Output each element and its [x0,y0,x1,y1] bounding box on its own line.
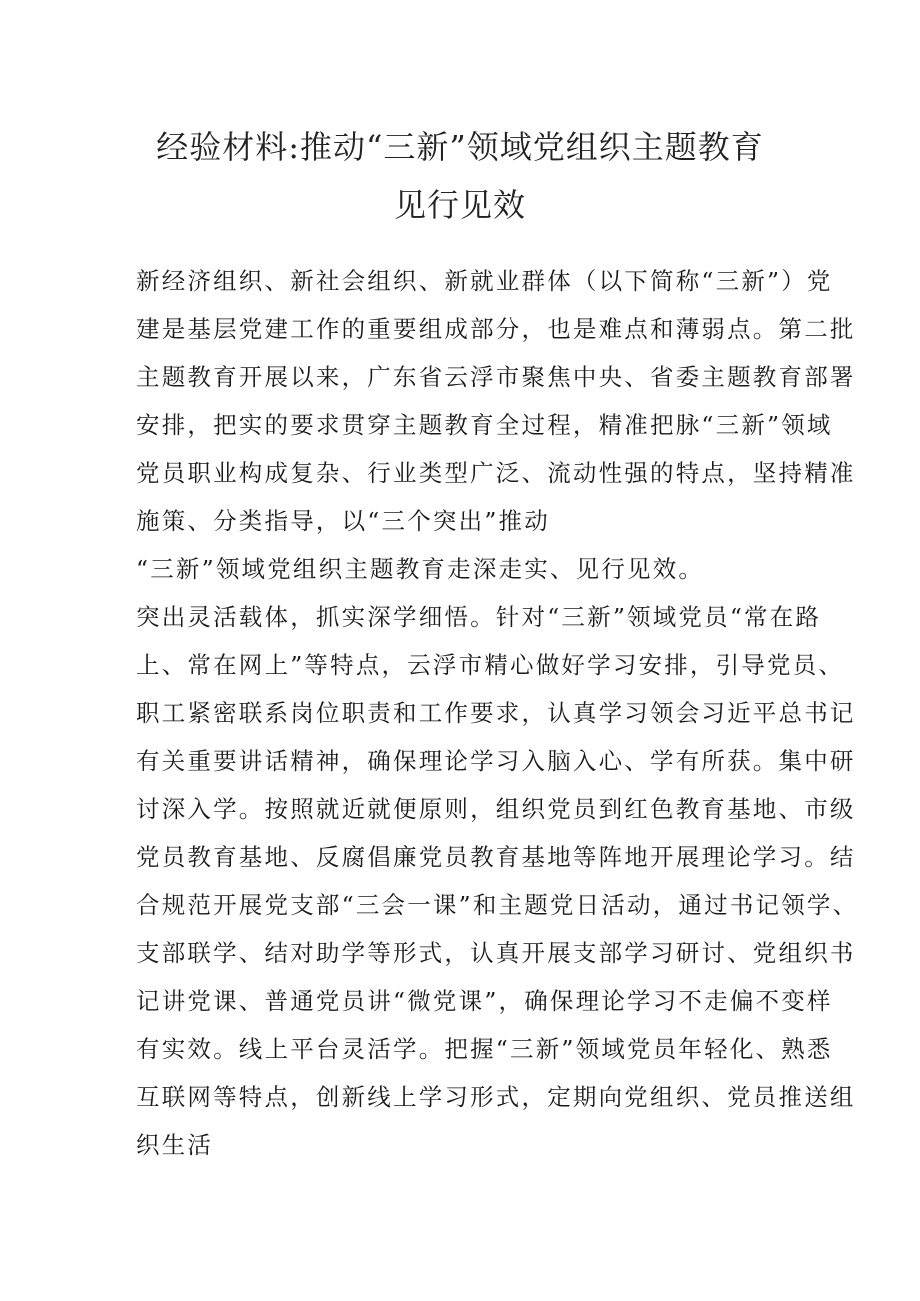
body-line-15: 支部联学、结对助学等形式，认真开展支部学习研讨、党组织书 [136,939,856,967]
body-line-14: 合规范开展党支部“三会一课”和主题党日活动，通过书记领学、 [136,891,859,919]
body-line-6: 施策、分类指导，以“三个突出”推动 [136,507,550,535]
body-line-18: 互联网等特点，创新线上学习形式，定期向党组织、党员推送组 [136,1083,856,1111]
body-line-9: 上、常在网上”等特点，云浮市精心做好学习安排，引导党员、 [136,651,845,679]
body-line-10: 职工紧密联系岗位职责和工作要求，认真学习领会习近平总书记 [136,699,856,727]
body-line-17: 有实效。线上平台灵活学。把握“三新”领域党员年轻化、熟悉 [136,1035,833,1063]
body-line-11: 有关重要讲话精神，确保理论学习入脑入心、学有所获。集中研 [136,747,856,775]
document-title-line-1: 经验材料:推动“三新”领域党组织主题教育 [156,128,764,166]
body-line-2: 建是基层党建工作的重要组成部分，也是难点和薄弱点。第二批 [136,315,856,343]
body-line-1: 新经济组织、新社会组织、新就业群体（以下简称“三新”）党 [136,267,833,295]
body-line-16: 记讲党课、普通党员讲“微党课”，确保理论学习不走偏不变样 [136,987,833,1015]
body-line-7: “三新”领域党组织主题教育走深走实、见行见效。 [136,555,705,583]
body-line-3: 主题教育开展以来，广东省云浮市聚焦中央、省委主题教育部署 [136,363,856,391]
body-line-12: 讨深入学。按照就近就便原则，组织党员到红色教育基地、市级 [136,795,856,823]
body-line-19: 织生活 [136,1131,214,1159]
body-line-13: 党员教育基地、反腐倡廉党员教育基地等阵地开展理论学习。结 [136,843,856,871]
body-line-5: 党员职业构成复杂、行业类型广泛、流动性强的特点，坚持精准 [136,459,856,487]
body-line-4: 安排，把实的要求贯穿主题教育全过程，精准把脉“三新”领域 [136,411,833,439]
body-line-8: 突出灵活载体，抓实深学细悟。针对“三新”领域党员“常在路 [136,603,822,631]
document-title-line-2: 见行见效 [393,186,526,224]
